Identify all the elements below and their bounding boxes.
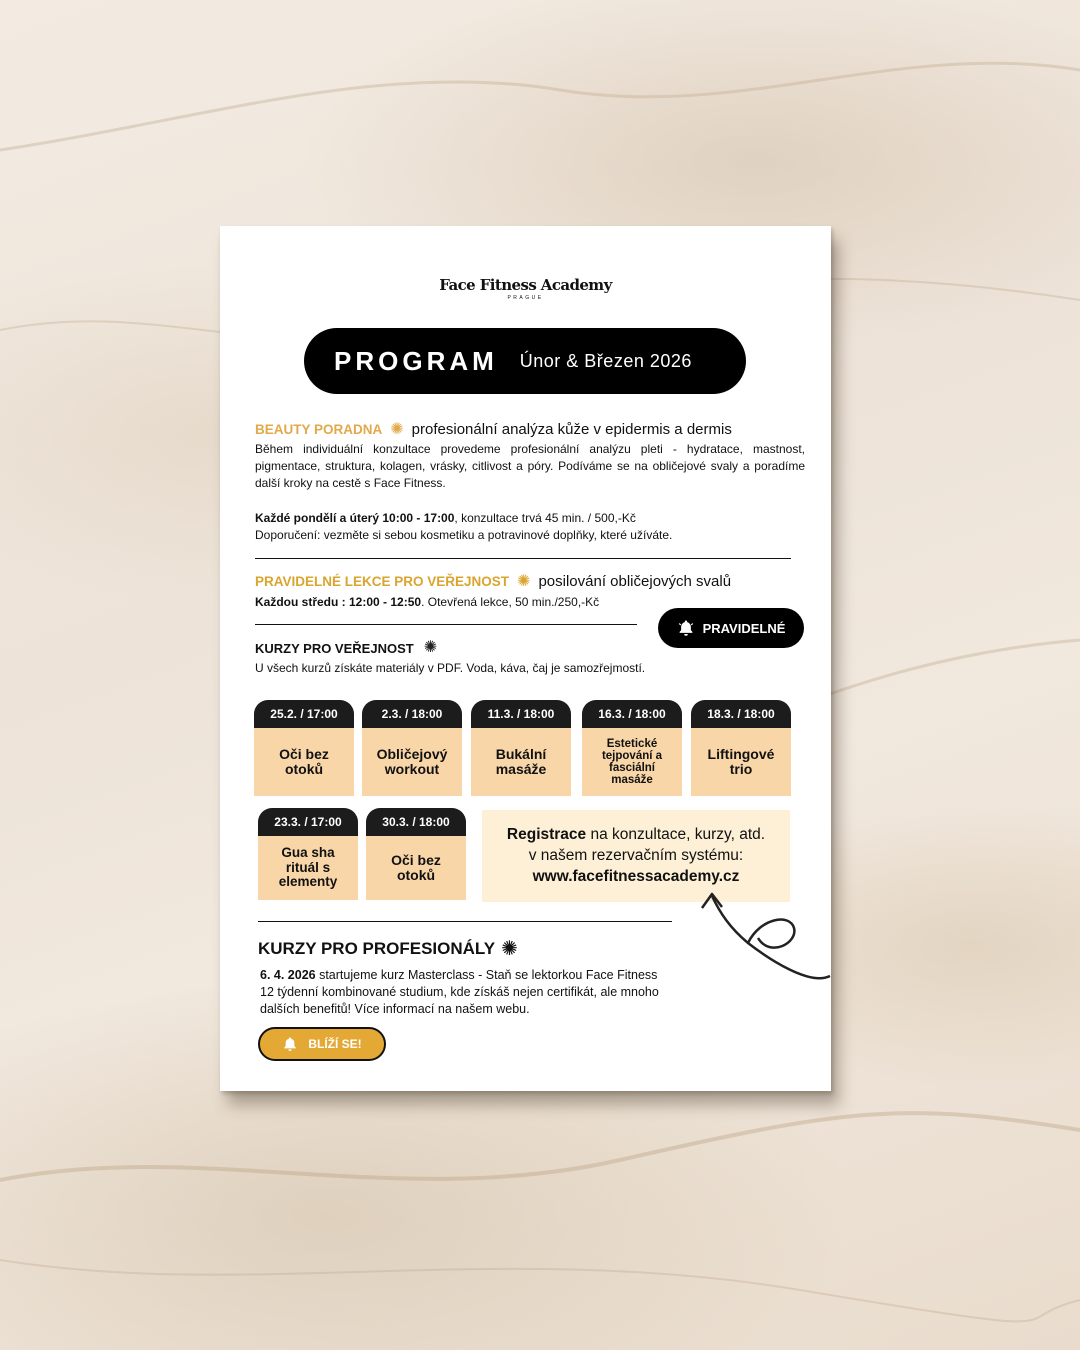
course-card[interactable]	[691, 700, 791, 796]
course-title-text: Oči bez otoků	[391, 851, 441, 883]
course-card[interactable]	[258, 808, 358, 900]
course-date: 30.3. / 18:00	[366, 808, 466, 836]
banner-title: PROGRAM	[334, 345, 498, 376]
beauty-schedule-bold: Každé pondělí a úterý 10:00 - 17:00	[255, 511, 455, 525]
course-title	[254, 722, 354, 796]
course-title	[471, 722, 571, 796]
course-title	[258, 830, 358, 900]
professionals-line2: 12 týdenní kombinované studium, kde získáš nejen certifikát, ale mnoho	[260, 985, 659, 999]
professionals-line1-text: startujeme kurz Masterclass - Staň se lektorkou Face Fitness	[315, 968, 658, 982]
course-title	[691, 722, 791, 796]
course-date: 23.3. / 17:00	[258, 808, 358, 836]
pravidelne-label: PRAVIDELNÉ	[702, 620, 786, 636]
course-card[interactable]	[254, 700, 354, 796]
professionals-heading	[258, 939, 518, 959]
course-card[interactable]	[471, 700, 571, 796]
bell-icon	[677, 619, 695, 637]
logo-title: Face Fitness Academy	[439, 276, 612, 294]
course-title-text: Liftingové trio	[707, 745, 775, 777]
bell-icon	[282, 1036, 298, 1052]
course-card[interactable]	[582, 700, 682, 796]
beauty-label: BEAUTY PORADNA	[255, 422, 383, 437]
beauty-tagline: profesionální analýza kůže v epidermis a dermis	[411, 421, 732, 438]
course-title-text: Bukální masáže	[495, 745, 547, 777]
program-flyer	[220, 226, 831, 1091]
beauty-recommendation: Doporučení: vezměte si sebou kosmetiku a potravinové doplňky, které užíváte.	[255, 528, 673, 542]
professionals-line1	[260, 967, 780, 984]
beauty-schedule-rest: , konzultace trvá 45 min. / 500,-Kč	[454, 511, 636, 525]
beauty-heading	[255, 421, 732, 438]
beauty-description: Během individuální konzultace provedeme profesionální analýzu pleti - hydratace, mastnost, pigmentace, struktura, kolagen, vrásky, citlivost a póry. Podíváme se na obličejové svaly a poradíme další kroky na cestě s Face Fitness.	[255, 442, 805, 490]
professionals-date: 6. 4. 2026	[260, 968, 316, 982]
course-card[interactable]	[366, 808, 466, 900]
divider	[258, 921, 672, 922]
regular-heading	[255, 573, 731, 590]
course-date: 2.3. / 18:00	[362, 700, 462, 728]
course-date: 18.3. / 18:00	[691, 700, 791, 728]
program-banner	[304, 328, 746, 394]
course-date: 11.3. / 18:00	[471, 700, 571, 728]
courses-label: KURZY PRO VEŘEJNOST	[255, 640, 414, 656]
regular-schedule	[255, 594, 675, 611]
course-title-text: Oči bez otoků	[279, 745, 329, 777]
regular-schedule-bold: Každou středu : 12:00 - 12:50	[255, 595, 422, 609]
regular-label: PRAVIDELNÉ LEKCE PRO VEŘEJNOST	[255, 574, 510, 589]
course-date: 16.3. / 18:00	[582, 700, 682, 728]
registration-line2: v našem rezervačním systému:	[528, 847, 744, 864]
courses-heading	[255, 640, 445, 656]
course-title-text: Estetické tejpování a fasciální masáže	[601, 737, 663, 787]
professionals-description	[260, 967, 780, 1018]
course-title	[366, 830, 466, 900]
professionals-label: KURZY PRO PROFESIONÁLY	[258, 939, 496, 958]
course-date: 25.2. / 17:00	[254, 700, 354, 728]
course-title-text: Gua sha rituál s elementy	[278, 844, 338, 890]
flower-star-icon: ✺	[423, 639, 438, 656]
regular-schedule-rest: . Otevřená lekce, 50 min./250,-Kč	[421, 595, 600, 609]
sunburst-icon: ✺	[390, 420, 404, 438]
course-title	[582, 722, 682, 796]
professionals-line3: dalších benefitů! Více informací na našem webu.	[260, 1002, 530, 1016]
registration-bold: Registrace	[506, 826, 587, 843]
course-title-text: Obličejový workout	[376, 745, 448, 777]
blizi-se-label: BLÍŽÍ SE!	[308, 1037, 362, 1051]
sunburst-icon: ✺	[517, 572, 531, 590]
blizi-se-badge[interactable]	[258, 1027, 386, 1061]
flower-star-icon: ✺	[501, 938, 518, 960]
registration-url[interactable]: www.facefitnessacademy.cz	[532, 868, 740, 885]
beauty-schedule	[255, 510, 805, 527]
course-title	[362, 722, 462, 796]
regular-tagline: posilování obličejových svalů	[538, 573, 732, 590]
divider	[255, 558, 791, 559]
registration-line1	[482, 824, 790, 845]
divider	[255, 624, 637, 625]
pravidelne-badge[interactable]	[658, 608, 804, 648]
course-card[interactable]	[362, 700, 462, 796]
logo	[220, 276, 831, 301]
logo-subtitle: PRAGUE	[507, 295, 544, 301]
courses-description: U všech kurzů získáte materiály v PDF. Voda, káva, čaj je samozřejmostí.	[255, 661, 646, 675]
registration-text1: na konzultace, kurzy, atd.	[586, 826, 766, 843]
banner-subtitle: Únor & Březen 2026	[519, 350, 692, 371]
